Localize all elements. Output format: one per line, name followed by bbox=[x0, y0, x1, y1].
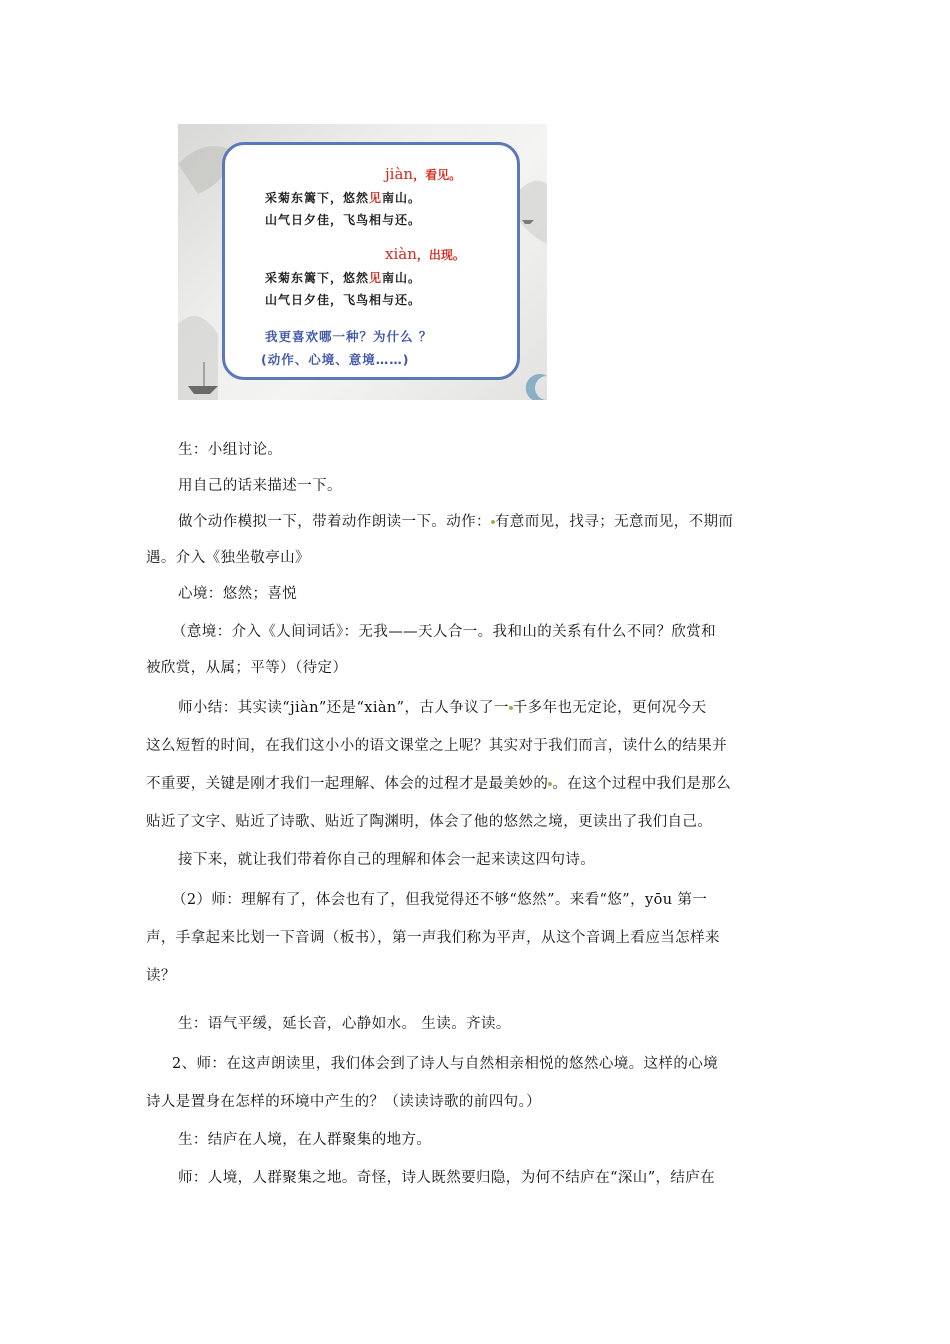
gloss-xian: xiàn，出现。 bbox=[385, 245, 465, 263]
paragraph-line: 诗人是置身在怎样的环境中产生的？（读读诗歌的前四句。） bbox=[146, 1094, 542, 1110]
slide-image bbox=[178, 124, 547, 400]
paragraph-line: 心境：悠然；喜悦 bbox=[178, 586, 298, 602]
slide-question: 我更喜欢哪一种？为什么 ？ bbox=[265, 329, 433, 344]
paragraph-line: 被欣赏，从属；平等）（待定） bbox=[146, 660, 348, 676]
paragraph-line: 2、师：在这声朗读里，我们体会到了诗人与自然相亲相悦的悠然心境。这样的心境 bbox=[172, 1056, 719, 1072]
paragraph-line: 这么短暂的时间，在我们这小小的语文课堂之上呢？其实对于我们而言，读什么的结果并 bbox=[146, 738, 728, 754]
paragraph-line: 生：小组讨论。 bbox=[178, 442, 283, 458]
poem-line-2a: 山气日夕佳，飞鸟相与还。 bbox=[265, 213, 422, 227]
paragraph-line: （意境：介入《人间词话》：无我——天人合一。我和山的关系有什么不同？欣赏和 bbox=[172, 624, 717, 640]
poem-line-1b: 采菊东篱下，悠然见南山。 bbox=[265, 271, 422, 285]
paragraph-line: 生：语气平缓，延长音，心静如水。 生读。齐读。 bbox=[178, 1016, 511, 1032]
poem-card bbox=[222, 142, 520, 380]
paragraph-line: 师小结：其实读“jiàn”还是“xiàn”，古人争议了一 千多年也无定论，更何况今天 bbox=[178, 700, 707, 716]
poem-line-2b: 山气日夕佳，飞鸟相与还。 bbox=[265, 293, 422, 307]
paragraph-line: 遇。介入《独坐敬亭山》 bbox=[146, 550, 310, 566]
gloss-jian: jiàn，看见。 bbox=[385, 165, 462, 183]
paragraph-line: 师：人境，人群聚集之地。奇怪，诗人既然要归隐，为何不结庐在“深山”，结庐在 bbox=[178, 1170, 716, 1186]
paragraph-line: 不重要，关键是刚才我们一起理解、体会的过程才是最美妙的 。在这个过程中我们是那么 bbox=[146, 776, 732, 792]
slide-hint: (动作、心境、意境……) bbox=[261, 352, 410, 367]
paragraph-line: 读？ bbox=[146, 968, 176, 984]
paragraph-line: 声，手拿起来比划一下音调（板书），第一声我们称为平声，从这个音调上看应当怎样来 bbox=[146, 930, 720, 946]
paragraph-line: 做个动作模拟一下，带着动作朗读一下。动作： 有意而见，找寻；无意而见，不期而 bbox=[178, 514, 734, 530]
paragraph-line: 贴近了文字、贴近了诗歌、贴近了陶渊明，体会了他的悠然之境，更读出了我们自己。 bbox=[146, 814, 713, 830]
paragraph-line: 用自己的话来描述一下。 bbox=[178, 478, 342, 494]
poem-line-1a: 采菊东篱下，悠然见南山。 bbox=[265, 191, 422, 205]
paragraph-line: （2）师：理解有了，体会也有了，但我觉得还不够“悠然”。来看“悠”，yōu 第一 bbox=[172, 892, 708, 908]
paragraph-line: 生：结庐在人境，在人群聚集的地方。 bbox=[178, 1132, 432, 1148]
paragraph-line: 接下来，就让我们带着你自己的理解和体会一起来读这四句诗。 bbox=[178, 852, 596, 868]
